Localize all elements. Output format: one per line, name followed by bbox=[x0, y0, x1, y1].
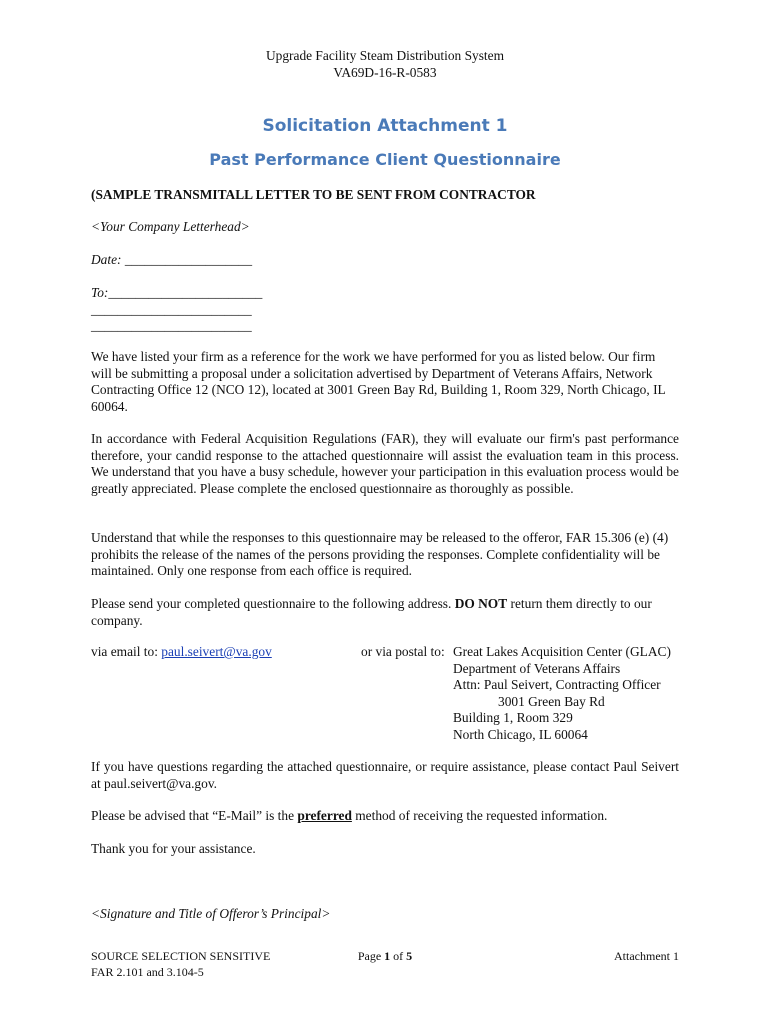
page-subtitle: Past Performance Client Questionnaire bbox=[209, 150, 561, 169]
paragraph-questions: If you have questions regarding the attached questionnaire, or require assistance, please contact Paul Seivert at paul.seivert@va.gov. bbox=[91, 759, 679, 791]
header-project-title: Upgrade Facility Steam Distribution System bbox=[265, 48, 505, 63]
preferred-text: Please be advised that “E-Mail” is the bbox=[91, 808, 298, 823]
postal-prefix: or via postal to: bbox=[361, 644, 445, 659]
email-contact bbox=[91, 644, 272, 661]
doc-header bbox=[0, 48, 770, 81]
send-text: Please send your completed questionnaire to the following address. bbox=[91, 596, 455, 611]
paragraph-far: In accordance with Federal Acquisition Regulations (FAR), they will evaluate our firm's past performance therefore, your candid response to the attached questionnaire will assist the evaluation team in this process. We understand that you have a busy schedule, however your participation in this evaluation process would be greatly appreciated. Please complete the enclosed questionnaire as thoroughly as possible. bbox=[91, 431, 679, 496]
preferred-emphasis: preferred bbox=[297, 808, 352, 823]
signature-placeholder: <Signature and Title of Offeror’s Principal> bbox=[91, 906, 331, 921]
address-line: 3001 Green Bay Rd bbox=[498, 693, 605, 709]
email-link[interactable]: paul.seivert@va.gov bbox=[161, 644, 272, 659]
page-of: of bbox=[390, 949, 407, 963]
letterhead-placeholder: <Your Company Letterhead> bbox=[91, 219, 250, 234]
do-not-emphasis: DO NOT bbox=[454, 596, 508, 611]
date-line: Date: ___________________ bbox=[91, 252, 253, 267]
sample-letter-heading: (SAMPLE TRANSMITALL LETTER TO BE SENT FROM CONTRACTOR bbox=[91, 187, 536, 202]
to-line: ________________________ bbox=[91, 301, 252, 317]
paragraph-send bbox=[91, 596, 679, 629]
page-current: 1 bbox=[384, 949, 391, 963]
send-text-end: return them directly to our company. bbox=[91, 596, 652, 628]
paragraph-confidentiality: Understand that while the responses to this questionnaire may be released to the offeror, FAR 15.306 (e) (4) prohibits the release of the names of the persons providing the responses. Complete confidentiality will be maintained. Only one response from each office is required. bbox=[91, 530, 669, 578]
email-prefix: via email to: bbox=[91, 644, 162, 659]
footer-far-ref: FAR 2.101 and 3.104-5 bbox=[91, 965, 204, 979]
header-solicitation-number: VA69D-16-R-0583 bbox=[333, 64, 437, 80]
postal-address bbox=[453, 644, 671, 743]
paragraph-preferred bbox=[91, 808, 679, 825]
address-line: Department of Veterans Affairs bbox=[453, 660, 621, 676]
to-line: ________________________ bbox=[91, 318, 252, 333]
thanks-line: Thank you for your assistance. bbox=[91, 841, 256, 856]
to-line: To:_______________________ bbox=[91, 285, 263, 300]
page-label: Page bbox=[357, 949, 385, 963]
paragraph-intro: We have listed your firm as a reference for the work we have performed for you as listed below. Our firm will be submitting a proposal under a solicitation advertised by Department of Veterans Affairs, Network Contracting Office 12 (NCO 12), located at 3001 Green Bay Rd, Building 1, Room 329, North Chicago, IL 60064. bbox=[91, 349, 666, 414]
preferred-text-end: method of receiving the requested information. bbox=[351, 808, 608, 823]
address-line: North Chicago, IL 60064 bbox=[453, 726, 588, 742]
footer-sensitivity: SOURCE SELECTION SENSITIVE bbox=[91, 949, 271, 963]
address-line: Attn: Paul Seivert, Contracting Officer bbox=[453, 677, 661, 692]
address-line: Great Lakes Acquisition Center (GLAC) bbox=[453, 644, 671, 659]
address-line: Building 1, Room 329 bbox=[453, 710, 573, 725]
to-block bbox=[91, 285, 679, 335]
page-title: Solicitation Attachment 1 bbox=[262, 116, 508, 136]
footer-attachment: Attachment 1 bbox=[614, 949, 679, 963]
page-total: 5 bbox=[406, 949, 413, 963]
